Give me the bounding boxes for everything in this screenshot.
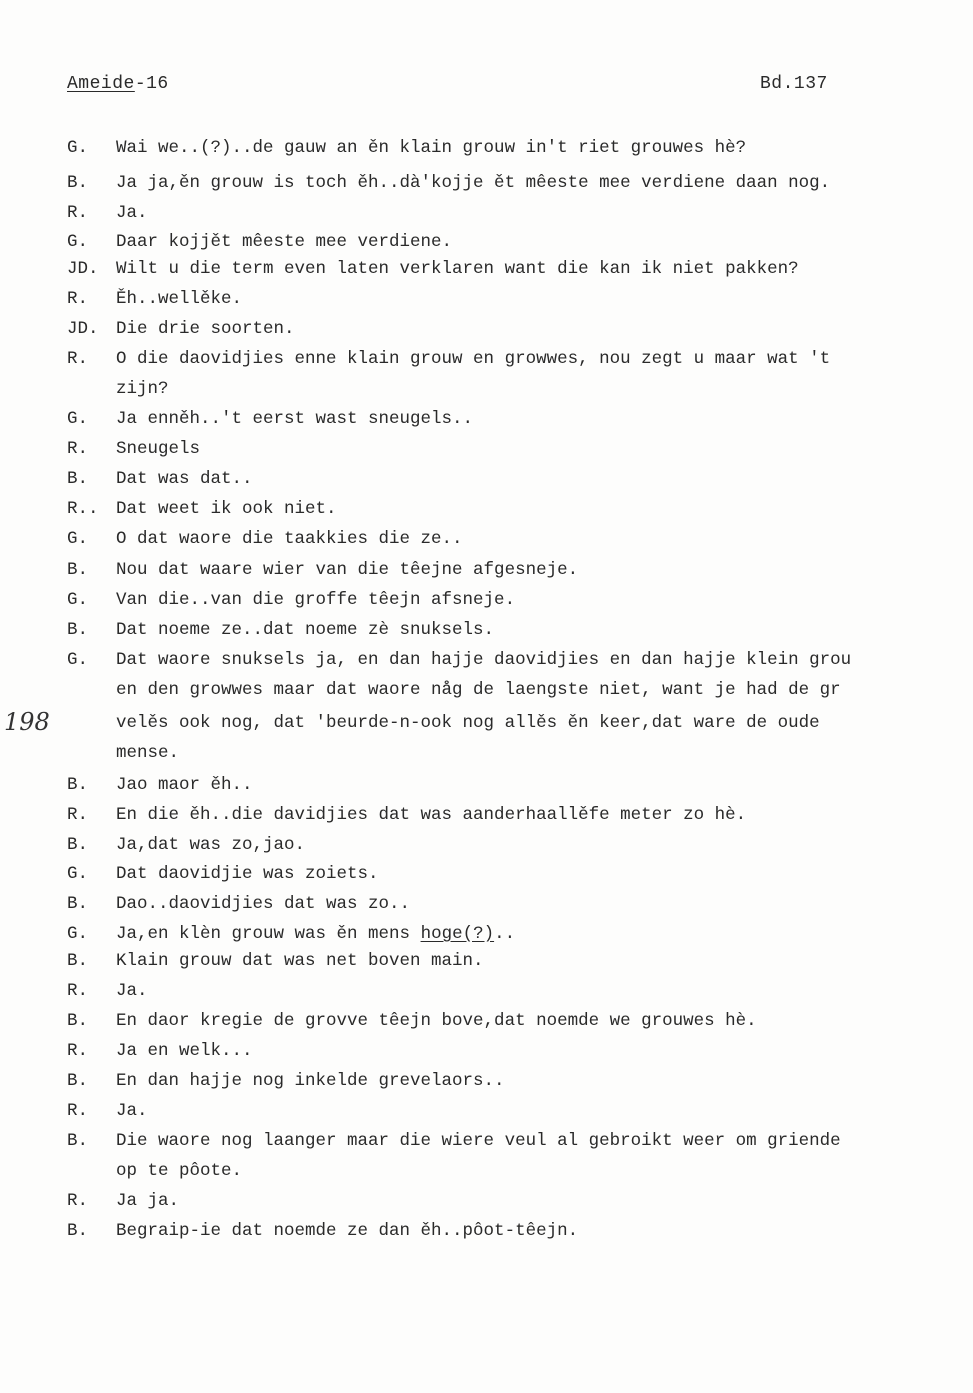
- utterance-main: Ja en welk...: [116, 1041, 253, 1061]
- transcript-line: [0, 978, 973, 1004]
- utterance-main: Dat daovidjie was zoiets.: [116, 864, 379, 884]
- transcript-line: [0, 861, 973, 887]
- speaker-label: B.: [67, 620, 89, 640]
- utterance-text: [116, 526, 463, 552]
- utterance-main: zijn?: [116, 379, 169, 399]
- speaker-label: B.: [67, 835, 89, 855]
- transcript-line: [0, 617, 973, 643]
- speaker-label: G.: [67, 138, 89, 158]
- utterance-main: Daar kojjět mêeste mee verdiene.: [116, 232, 453, 252]
- speaker-label: R.: [67, 1041, 89, 1061]
- utterance-main: Klain grouw dat was net boven main.: [116, 951, 484, 971]
- utterance-text: [116, 496, 337, 522]
- utterance-text: [116, 1098, 148, 1124]
- location-number: -16: [134, 74, 169, 94]
- utterance-text: [116, 1158, 242, 1184]
- document-location-header: [67, 74, 169, 94]
- utterance-text: [116, 256, 799, 282]
- utterance-main: O die daovidjies enne klain grouw en growwes, nou zegt u maar wat 't: [116, 349, 831, 369]
- utterance-text: [116, 316, 295, 342]
- utterance-text: [116, 135, 746, 161]
- utterance-main: Dao..daovidjies dat was zo..: [116, 894, 411, 914]
- utterance-text: [116, 346, 830, 372]
- speaker-label: R..: [67, 499, 99, 519]
- speaker-label: R.: [67, 805, 89, 825]
- transcript-line: [0, 557, 973, 583]
- transcript-line: [0, 1218, 973, 1244]
- handwritten-margin-note: 198: [4, 708, 50, 736]
- utterance-main: Dat was dat..: [116, 469, 253, 489]
- transcript-line: [0, 921, 973, 947]
- utterance-main: Ja ja,ěn grouw is toch ěh..dà'kojje ět mêeste mee verdiene daan nog.: [116, 173, 831, 193]
- utterance-main: en den growwes maar dat waore någ de laengste niet, want je had de gr: [116, 680, 841, 700]
- utterance-text: [116, 617, 494, 643]
- transcript-line: [0, 1098, 973, 1124]
- transcript-line: [0, 1038, 973, 1064]
- utterance-text: [116, 466, 253, 492]
- speaker-label: R.: [67, 349, 89, 369]
- transcript-line: [0, 200, 973, 226]
- utterance-text: [116, 286, 242, 312]
- utterance-text: [116, 772, 253, 798]
- transcript-line: [0, 1158, 973, 1184]
- speaker-label: G.: [67, 529, 89, 549]
- utterance-main: Dat waore snuksels ja, en dan hajje daovidjies en dan hajje klein grou: [116, 650, 852, 670]
- utterance-main: Dat weet ik ook niet.: [116, 499, 337, 519]
- transcript-line: [0, 802, 973, 828]
- utterance-text: [116, 802, 746, 828]
- speaker-label: B.: [67, 469, 89, 489]
- transcript-line: [0, 346, 973, 372]
- utterance-text: [116, 647, 851, 673]
- speaker-label: R.: [67, 981, 89, 1001]
- utterance-text: [116, 677, 841, 703]
- speaker-label: G.: [67, 864, 89, 884]
- transcript-line: [0, 677, 973, 703]
- transcript-line: [0, 587, 973, 613]
- utterance-main: Jao maor ěh..: [116, 775, 253, 795]
- transcript-line: [0, 135, 973, 161]
- speaker-label: JD.: [67, 259, 99, 279]
- utterance-text: [116, 436, 200, 462]
- speaker-label: B.: [67, 951, 89, 971]
- utterance-text: [116, 406, 473, 432]
- utterance-main: Ja ja.: [116, 1191, 180, 1211]
- transcript-line: [0, 948, 973, 974]
- transcript-line: [0, 1188, 973, 1214]
- transcript-line: [0, 406, 973, 432]
- utterance-text: [116, 1038, 253, 1064]
- utterance-text: [116, 557, 578, 583]
- transcript-line: [0, 1068, 973, 1094]
- speaker-label: B.: [67, 173, 89, 193]
- utterance-text: [116, 861, 379, 887]
- utterance-main: En die ěh..die davidjies dat was aanderhaallěfe meter zo hè.: [116, 805, 747, 825]
- transcript-line: [0, 1008, 973, 1034]
- utterance-tail: ..: [494, 924, 516, 944]
- page-reference: Bd.137: [760, 74, 828, 94]
- transcript-line: [0, 740, 973, 766]
- utterance-main: Ěh..wellěke.: [116, 289, 243, 309]
- utterance-main: Nou dat waare wier van die têejne afgesneje.: [116, 560, 579, 580]
- speaker-label: R.: [67, 1101, 89, 1121]
- utterance-main: velěs ook nog, dat 'beurde-n-ook nog allěs ěn keer,dat ware de oude: [116, 713, 820, 733]
- speaker-label: G.: [67, 409, 89, 429]
- utterance-text: [116, 1188, 179, 1214]
- utterance-main: Ja enněh..'t eerst wast sneugels..: [116, 409, 474, 429]
- utterance-text: [116, 710, 820, 736]
- utterance-main: En daor kregie de grovve têejn bove,dat noemde we grouwes hè.: [116, 1011, 757, 1031]
- speaker-label: B.: [67, 560, 89, 580]
- transcript-line: [0, 316, 973, 342]
- utterance-text: [116, 891, 410, 917]
- transcript-line: [0, 286, 973, 312]
- speaker-label: B.: [67, 1131, 89, 1151]
- utterance-text: [116, 740, 179, 766]
- transcript-line: [0, 256, 973, 282]
- speaker-label: G.: [67, 232, 89, 252]
- utterance-text: [116, 978, 148, 1004]
- utterance-text: [116, 587, 515, 613]
- speaker-label: B.: [67, 1011, 89, 1031]
- transcript-line: [0, 832, 973, 858]
- speaker-label: B.: [67, 775, 89, 795]
- utterance-main: op te pôote.: [116, 1161, 243, 1181]
- utterance-main: mense.: [116, 743, 180, 763]
- utterance-main: Ja.: [116, 1101, 148, 1121]
- transcript-line: [0, 647, 973, 673]
- underlined-word: hoge(?): [420, 924, 495, 944]
- utterance-text: [116, 1218, 578, 1244]
- speaker-label: R.: [67, 439, 89, 459]
- speaker-label: B.: [67, 1221, 89, 1241]
- speaker-label: G.: [67, 650, 89, 670]
- transcript-line: [0, 526, 973, 552]
- speaker-label: JD.: [67, 319, 99, 339]
- utterance-text: [116, 200, 148, 226]
- utterance-main: Wilt u die term even laten verklaren want die kan ik niet pakken?: [116, 259, 799, 279]
- utterance-main: Begraip-ie dat noemde ze dan ěh..pôot-têejn.: [116, 1221, 579, 1241]
- utterance-main: Sneugels: [116, 439, 201, 459]
- utterance-main: Ja.: [116, 203, 148, 223]
- speaker-label: B.: [67, 894, 89, 914]
- utterance-text: [116, 832, 305, 858]
- utterance-main: Ja,dat was zo,jao.: [116, 835, 306, 855]
- utterance-text: [116, 948, 484, 974]
- utterance-main: Dat noeme ze..dat noeme zè snuksels.: [116, 620, 495, 640]
- transcript-line: [0, 170, 973, 196]
- speaker-label: R.: [67, 1191, 89, 1211]
- utterance-main: Ja.: [116, 981, 148, 1001]
- utterance-main: Die waore nog laanger maar die wiere veul al gebroikt weer om griende: [116, 1131, 841, 1151]
- speaker-label: R.: [67, 289, 89, 309]
- transcript-line: [0, 376, 973, 402]
- utterance-text: [116, 921, 515, 947]
- utterance-main: Ja,en klèn grouw was ěn mens: [116, 924, 421, 944]
- utterance-main: Wai we..(?)..de gauw an ěn klain grouw in't riet grouwes hè?: [116, 138, 747, 158]
- utterance-text: [116, 1128, 841, 1154]
- transcript-line: [0, 1128, 973, 1154]
- speaker-label: B.: [67, 1071, 89, 1091]
- utterance-text: [116, 229, 452, 255]
- utterance-main: Van die..van die groffe têejn afsneje.: [116, 590, 516, 610]
- speaker-label: G.: [67, 924, 89, 944]
- transcript-line: [0, 772, 973, 798]
- utterance-main: En dan hajje nog inkelde grevelaors..: [116, 1071, 505, 1091]
- transcript-line: [0, 891, 973, 917]
- location-name: Ameide: [67, 74, 135, 94]
- speaker-label: G.: [67, 590, 89, 610]
- utterance-text: [116, 170, 830, 196]
- utterance-main: O dat waore die taakkies die ze..: [116, 529, 463, 549]
- utterance-text: [116, 376, 169, 402]
- utterance-text: [116, 1068, 505, 1094]
- transcript-line: [0, 466, 973, 492]
- transcript-line: [0, 496, 973, 522]
- speaker-label: R.: [67, 203, 89, 223]
- transcript-line: [0, 710, 973, 736]
- utterance-text: [116, 1008, 757, 1034]
- transcript-line: [0, 436, 973, 462]
- utterance-main: Die drie soorten.: [116, 319, 295, 339]
- transcript-line: [0, 229, 973, 255]
